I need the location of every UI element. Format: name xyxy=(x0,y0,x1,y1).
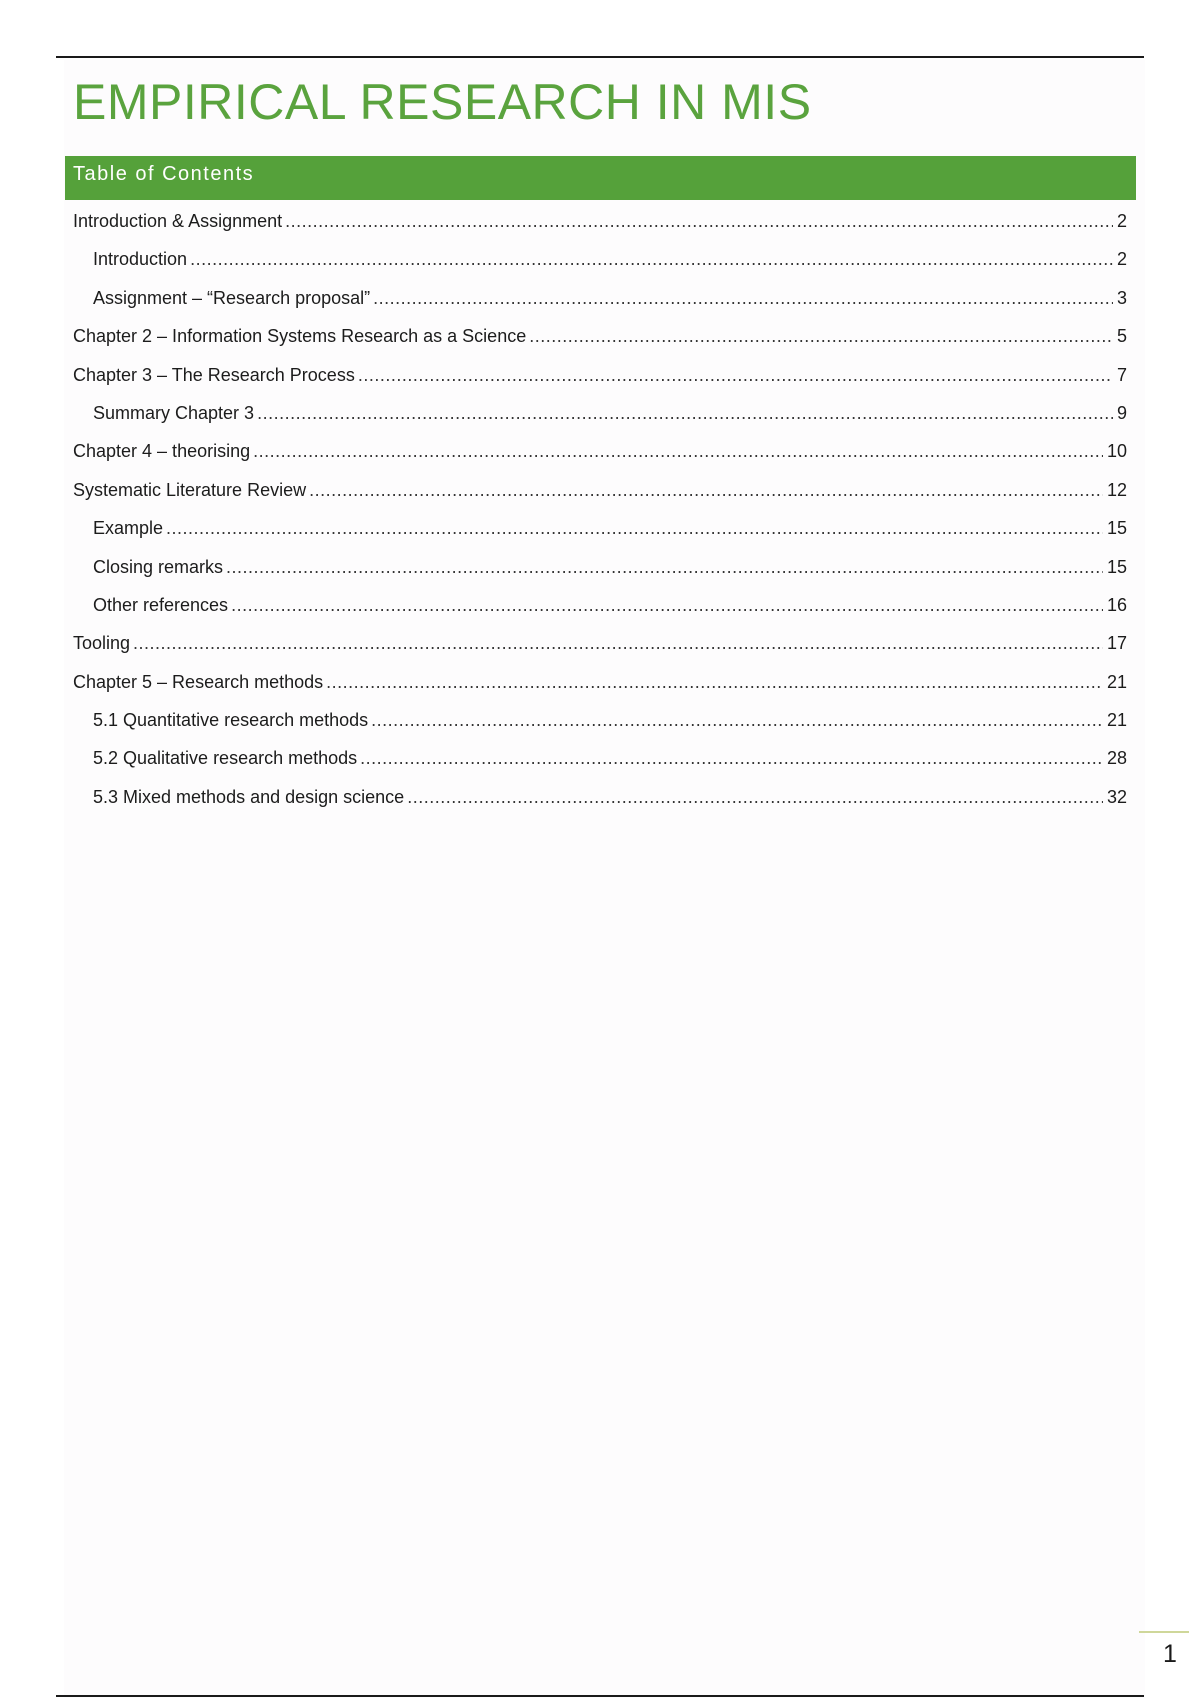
toc-entry-page: 21 xyxy=(1106,671,1127,692)
toc-entry-5-3-mixed-methods[interactable] xyxy=(73,778,1127,816)
bottom-rule xyxy=(56,1695,1144,1697)
toc-entry-page: 17 xyxy=(1106,633,1127,654)
toc-entry-title: 5.3 Mixed methods and design science xyxy=(93,786,405,807)
toc-dot-leader xyxy=(407,778,1103,816)
toc-dot-leader xyxy=(326,663,1103,701)
toc-entry-page: 16 xyxy=(1106,594,1127,615)
toc-entry-title: Assignment – “Research proposal” xyxy=(93,287,371,308)
toc-entry-other-references[interactable] xyxy=(73,586,1127,624)
toc-entry-title: Systematic Literature Review xyxy=(73,479,307,500)
toc-entry-title: Closing remarks xyxy=(93,556,224,577)
toc-entry-page: 21 xyxy=(1106,710,1127,731)
toc-entry-page: 12 xyxy=(1106,479,1127,500)
toc-entry-chapter-2[interactable] xyxy=(73,317,1127,355)
toc-entry-title: Example xyxy=(93,518,164,539)
toc-entry-title: Chapter 2 – Information Systems Research as a Science xyxy=(73,326,527,347)
toc-dot-leader xyxy=(190,240,1113,278)
toc-entry-page: 15 xyxy=(1106,556,1127,577)
toc-heading: Table of Contents xyxy=(65,156,1136,200)
toc-dot-leader xyxy=(257,394,1113,432)
toc-entry-page: 3 xyxy=(1116,287,1127,308)
toc-entry-summary-chapter-3[interactable] xyxy=(73,394,1127,432)
page-number: 1 xyxy=(1163,1640,1177,1668)
toc-entry-example[interactable] xyxy=(73,509,1127,547)
toc-dot-leader xyxy=(133,624,1103,662)
toc-dot-leader xyxy=(309,471,1103,509)
toc-entry-assignment[interactable] xyxy=(73,279,1127,317)
toc-list xyxy=(73,202,1127,816)
toc-entry-title: 5.2 Qualitative research methods xyxy=(93,748,358,769)
toc-entry-title: Chapter 4 – theorising xyxy=(73,441,251,462)
toc-dot-leader xyxy=(529,317,1113,355)
toc-entry-title: Chapter 5 – Research methods xyxy=(73,671,324,692)
toc-entry-chapter-4[interactable] xyxy=(73,432,1127,470)
toc-entry-title: Introduction & Assignment xyxy=(73,211,283,231)
document-title: EMPIRICAL RESEARCH IN MIS xyxy=(73,74,812,130)
toc-entry-page: 15 xyxy=(1106,518,1127,539)
page-number-rule xyxy=(1139,1631,1189,1633)
toc-entry-page: 2 xyxy=(1116,249,1127,270)
toc-entry-closing-remarks[interactable] xyxy=(73,548,1127,586)
toc-entry-title: 5.1 Quantitative research methods xyxy=(93,710,369,731)
toc-entry-title: Tooling xyxy=(73,633,131,654)
toc-dot-leader xyxy=(253,432,1103,470)
toc-entry-page: 9 xyxy=(1116,402,1127,423)
toc-entry-page: 5 xyxy=(1116,326,1127,347)
toc-entry-chapter-5[interactable] xyxy=(73,663,1127,701)
toc-entry-title: Summary Chapter 3 xyxy=(93,402,255,423)
toc-entry-5-1-quantitative[interactable] xyxy=(73,701,1127,739)
toc-dot-leader xyxy=(285,202,1113,240)
toc-dot-leader xyxy=(166,509,1103,547)
top-rule xyxy=(56,56,1144,58)
toc-dot-leader xyxy=(358,356,1113,394)
toc-entry-page: 28 xyxy=(1106,748,1127,769)
toc-entry-page: 2 xyxy=(1116,211,1127,231)
toc-entry-systematic-literature-review[interactable] xyxy=(73,471,1127,509)
toc-entry-chapter-3[interactable] xyxy=(73,356,1127,394)
toc-dot-leader xyxy=(373,279,1113,317)
toc-entry-page: 32 xyxy=(1106,786,1127,807)
toc-entry-title: Other references xyxy=(93,594,229,615)
toc-entry-page: 10 xyxy=(1106,441,1127,462)
toc-entry-title: Chapter 3 – The Research Process xyxy=(73,364,355,385)
toc-entry-5-2-qualitative[interactable] xyxy=(73,739,1127,777)
toc-entry-introduction-assignment[interactable] xyxy=(73,202,1127,240)
toc-dot-leader xyxy=(360,739,1103,777)
toc-entry-title: Introduction xyxy=(93,249,188,270)
toc-entry-introduction[interactable] xyxy=(73,240,1127,278)
toc-entry-page: 7 xyxy=(1116,364,1127,385)
toc-entry-tooling[interactable] xyxy=(73,624,1127,662)
toc-dot-leader xyxy=(231,586,1103,624)
toc-dot-leader xyxy=(226,548,1103,586)
toc-dot-leader xyxy=(371,701,1103,739)
